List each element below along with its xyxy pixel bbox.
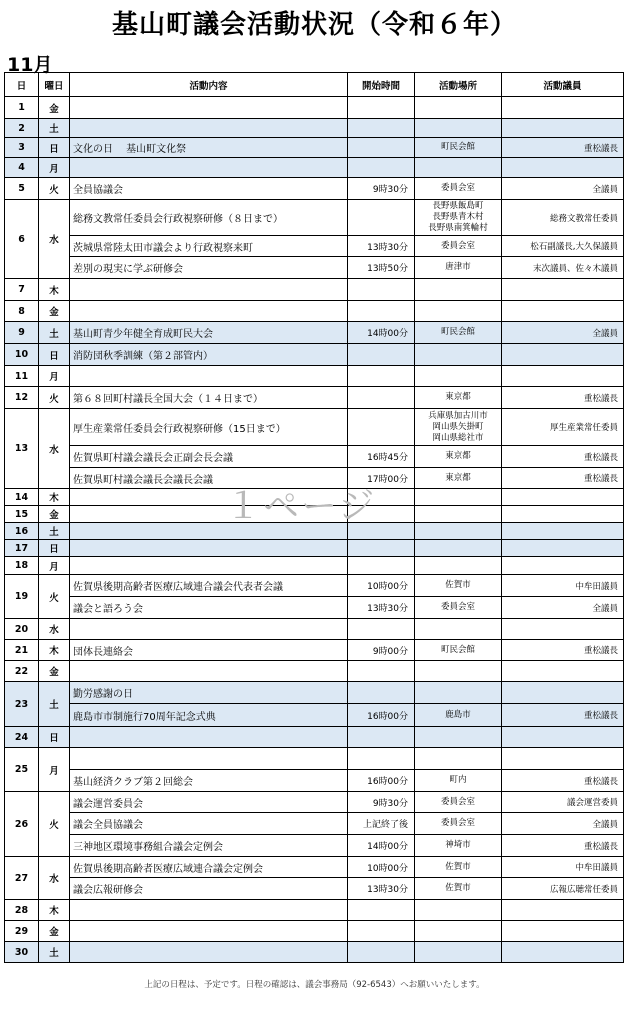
time-cell xyxy=(348,921,415,942)
time-cell xyxy=(348,344,415,366)
content-cell: 団体長連絡会 xyxy=(70,640,348,661)
time-cell: 16時00分 xyxy=(348,770,415,792)
table-row xyxy=(5,661,624,682)
table-row xyxy=(5,575,624,597)
content-cell: 消防団秋季訓練（第２部管内） xyxy=(70,344,348,366)
member-cell: 議会運営委員 xyxy=(502,792,624,813)
time-cell xyxy=(348,301,415,322)
table-row xyxy=(5,900,624,921)
content-cell xyxy=(70,942,348,963)
time-cell: 9時30分 xyxy=(348,792,415,813)
weekday-cell: 金 xyxy=(39,506,70,523)
day-cell: 16 xyxy=(5,523,39,540)
member-cell: 全議員 xyxy=(502,813,624,835)
day-cell: 19 xyxy=(5,575,39,619)
time-cell: 16時45分 xyxy=(348,446,415,468)
content-cell: 基山経済クラブ第２回総会 xyxy=(70,770,348,792)
member-cell xyxy=(502,489,624,506)
member-cell: 全議員 xyxy=(502,597,624,619)
time-cell: 17時00分 xyxy=(348,468,415,489)
member-cell xyxy=(502,301,624,322)
weekday-cell: 火 xyxy=(39,387,70,409)
day-cell: 20 xyxy=(5,619,39,640)
weekday-cell: 水 xyxy=(39,409,70,489)
day-cell: 29 xyxy=(5,921,39,942)
time-cell: 上記終了後 xyxy=(348,813,415,835)
time-cell: 13時30分 xyxy=(348,878,415,900)
table-row xyxy=(5,921,624,942)
day-cell: 11 xyxy=(5,366,39,387)
table-row xyxy=(5,619,624,640)
day-cell: 4 xyxy=(5,158,39,178)
weekday-cell: 金 xyxy=(39,97,70,119)
table-row xyxy=(5,878,624,900)
member-cell: 中牟田議員 xyxy=(502,575,624,597)
time-cell xyxy=(348,900,415,921)
time-cell xyxy=(348,97,415,119)
time-cell: 14時00分 xyxy=(348,322,415,344)
place-cell: 佐賀市 xyxy=(415,857,502,878)
time-cell: 10時00分 xyxy=(348,857,415,878)
footer-note: 上記の日程は、予定です。日程の確認は、議会事務局（92-6543）へお願いいたします。 xyxy=(144,980,485,990)
place-cell xyxy=(415,942,502,963)
weekday-cell: 土 xyxy=(39,119,70,138)
place-cell: 東京都 xyxy=(415,446,502,468)
day-cell: 8 xyxy=(5,301,39,322)
place-cell xyxy=(415,557,502,575)
header-member: 活動議員 xyxy=(502,73,624,97)
content-cell: 勤労感謝の日 xyxy=(70,682,348,704)
place-cell: 委員会室 xyxy=(415,178,502,200)
member-cell xyxy=(502,344,624,366)
place-cell xyxy=(415,97,502,119)
table-row xyxy=(5,640,624,661)
table-row xyxy=(5,387,624,409)
weekday-cell: 土 xyxy=(39,682,70,727)
weekday-cell: 金 xyxy=(39,301,70,322)
time-cell xyxy=(348,557,415,575)
content-cell: 鹿島市市制施行70周年記念式典 xyxy=(70,704,348,727)
time-cell: 10時00分 xyxy=(348,575,415,597)
day-cell: 12 xyxy=(5,387,39,409)
place-cell xyxy=(415,540,502,557)
day-cell: 13 xyxy=(5,409,39,489)
table-row xyxy=(5,322,624,344)
time-cell: 13時30分 xyxy=(348,236,415,257)
weekday-cell: 水 xyxy=(39,200,70,279)
member-cell: 厚生産業常任委員 xyxy=(502,409,624,446)
content-cell xyxy=(70,97,348,119)
content-cell: 総務文教常任委員会行政視察研修（８日まで） xyxy=(70,200,348,236)
content-cell: 茨城県常陸太田市議会より行政視察来町 xyxy=(70,236,348,257)
table-row xyxy=(5,138,624,158)
content-cell: 議会全員協議会 xyxy=(70,813,348,835)
member-cell: 重松議長 xyxy=(502,138,624,158)
day-cell: 27 xyxy=(5,857,39,900)
weekday-cell: 土 xyxy=(39,942,70,963)
content-cell xyxy=(70,619,348,640)
weekday-cell: 月 xyxy=(39,158,70,178)
time-cell: 14時00分 xyxy=(348,835,415,857)
day-cell: 1 xyxy=(5,97,39,119)
weekday-cell: 月 xyxy=(39,366,70,387)
place-cell xyxy=(415,619,502,640)
time-cell xyxy=(348,200,415,236)
content-cell xyxy=(70,557,348,575)
content-cell: 厚生産業常任委員会行政視察研修（15日まで） xyxy=(70,409,348,446)
content-cell xyxy=(70,661,348,682)
member-cell: 重松議長 xyxy=(502,468,624,489)
place-cell xyxy=(415,158,502,178)
member-cell: 重松議長 xyxy=(502,835,624,857)
time-cell: 13時50分 xyxy=(348,257,415,279)
member-cell xyxy=(502,727,624,748)
content-cell: 議会広報研修会 xyxy=(70,878,348,900)
table-row xyxy=(5,236,624,257)
weekday-cell: 金 xyxy=(39,921,70,942)
place-cell: 委員会室 xyxy=(415,236,502,257)
table-row xyxy=(5,557,624,575)
place-cell: 東京都 xyxy=(415,468,502,489)
member-cell xyxy=(502,557,624,575)
place-cell xyxy=(415,506,502,523)
content-cell: 第６８回町村議長全国大会（１４日まで） xyxy=(70,387,348,409)
member-cell: 重松議長 xyxy=(502,387,624,409)
day-cell: 17 xyxy=(5,540,39,557)
weekday-cell: 月 xyxy=(39,557,70,575)
table-header-row xyxy=(5,73,624,97)
member-cell xyxy=(502,523,624,540)
day-cell: 9 xyxy=(5,322,39,344)
content-cell: 佐賀県後期高齢者医療広域連合議会代表者会議 xyxy=(70,575,348,597)
member-cell xyxy=(502,97,624,119)
member-cell: 重松議長 xyxy=(502,640,624,661)
table-row xyxy=(5,178,624,200)
table-row xyxy=(5,344,624,366)
weekday-cell: 日 xyxy=(39,138,70,158)
table-row xyxy=(5,119,624,138)
member-cell xyxy=(502,119,624,138)
member-cell xyxy=(502,942,624,963)
content-cell xyxy=(70,279,348,301)
table-row xyxy=(5,257,624,279)
table-row xyxy=(5,301,624,322)
time-cell xyxy=(348,119,415,138)
place-cell: 町民会館 xyxy=(415,138,502,158)
time-cell xyxy=(348,942,415,963)
month-label: 11月 xyxy=(7,54,53,76)
time-cell: 13時30分 xyxy=(348,597,415,619)
weekday-cell: 木 xyxy=(39,279,70,301)
weekday-cell: 月 xyxy=(39,748,70,792)
content-cell xyxy=(70,921,348,942)
page-watermark: １ページ xyxy=(225,486,377,527)
content-cell: 差別の現実に学ぶ研修会 xyxy=(70,257,348,279)
content-cell xyxy=(70,158,348,178)
table-row xyxy=(5,813,624,835)
table-row xyxy=(5,748,624,770)
table-row xyxy=(5,857,624,878)
header-day: 日 xyxy=(5,73,39,97)
weekday-cell: 日 xyxy=(39,540,70,557)
place-cell xyxy=(415,279,502,301)
weekday-cell: 土 xyxy=(39,523,70,540)
content-cell xyxy=(70,366,348,387)
table-row xyxy=(5,704,624,727)
day-cell: 25 xyxy=(5,748,39,792)
header-weekday: 曜日 xyxy=(39,73,70,97)
day-cell: 24 xyxy=(5,727,39,748)
page-title: 基山町議会活動状況（令和６年） xyxy=(111,10,517,40)
content-cell xyxy=(70,748,348,770)
time-cell xyxy=(348,366,415,387)
table-row xyxy=(5,770,624,792)
table-row xyxy=(5,158,624,178)
time-cell: 9時00分 xyxy=(348,640,415,661)
time-cell xyxy=(348,158,415,178)
table-body xyxy=(5,97,624,963)
time-cell xyxy=(348,540,415,557)
place-cell: 唐津市 xyxy=(415,257,502,279)
member-cell xyxy=(502,540,624,557)
content-cell xyxy=(70,119,348,138)
member-cell: 全議員 xyxy=(502,322,624,344)
place-cell xyxy=(415,119,502,138)
member-cell xyxy=(502,279,624,301)
content-cell xyxy=(70,900,348,921)
header-content: 活動内容 xyxy=(70,73,348,97)
place-cell: 佐賀市 xyxy=(415,878,502,900)
day-cell: 28 xyxy=(5,900,39,921)
time-cell xyxy=(348,727,415,748)
place-cell xyxy=(415,682,502,704)
time-cell xyxy=(348,409,415,446)
weekday-cell: 火 xyxy=(39,178,70,200)
day-cell: 15 xyxy=(5,506,39,523)
place-cell: 委員会室 xyxy=(415,792,502,813)
table-row xyxy=(5,366,624,387)
weekday-cell: 木 xyxy=(39,640,70,661)
member-cell xyxy=(502,661,624,682)
place-cell xyxy=(415,900,502,921)
place-cell xyxy=(415,489,502,506)
table-row xyxy=(5,409,624,446)
content-cell xyxy=(70,727,348,748)
content-cell: 議会運営委員会 xyxy=(70,792,348,813)
place-cell: 鹿島市 xyxy=(415,704,502,727)
header-place: 活動場所 xyxy=(415,73,502,97)
place-cell: 長野県飯島町 長野県青木村 長野県南箕輪村 xyxy=(415,200,502,236)
place-cell xyxy=(415,301,502,322)
member-cell xyxy=(502,921,624,942)
place-cell: 委員会室 xyxy=(415,813,502,835)
place-cell: 兵庫県加古川市 岡山県矢掛町 岡山県総社市 xyxy=(415,409,502,446)
day-cell: 3 xyxy=(5,138,39,158)
day-cell: 21 xyxy=(5,640,39,661)
day-cell: 26 xyxy=(5,792,39,857)
day-cell: 18 xyxy=(5,557,39,575)
weekday-cell: 日 xyxy=(39,344,70,366)
time-cell: 16時00分 xyxy=(348,704,415,727)
weekday-cell: 土 xyxy=(39,322,70,344)
table-row xyxy=(5,446,624,468)
time-cell xyxy=(348,682,415,704)
member-cell: 中牟田議員 xyxy=(502,857,624,878)
place-cell: 東京都 xyxy=(415,387,502,409)
place-cell: 町内 xyxy=(415,770,502,792)
table-row xyxy=(5,597,624,619)
member-cell: 重松議長 xyxy=(502,770,624,792)
table-row xyxy=(5,682,624,704)
member-cell: 総務文教常任委員 xyxy=(502,200,624,236)
table-row xyxy=(5,97,624,119)
day-cell: 5 xyxy=(5,178,39,200)
content-cell: 佐賀県町村議会議長会正副会長会議 xyxy=(70,446,348,468)
weekday-cell: 火 xyxy=(39,792,70,857)
place-cell: 神埼市 xyxy=(415,835,502,857)
day-cell: 6 xyxy=(5,200,39,279)
member-cell xyxy=(502,158,624,178)
member-cell xyxy=(502,682,624,704)
weekday-cell: 水 xyxy=(39,619,70,640)
time-cell xyxy=(348,619,415,640)
member-cell: 全議員 xyxy=(502,178,624,200)
place-cell xyxy=(415,661,502,682)
member-cell xyxy=(502,366,624,387)
content-cell: 基山町青少年健全育成町民大会 xyxy=(70,322,348,344)
content-cell: 全員協議会 xyxy=(70,178,348,200)
content-cell xyxy=(70,540,348,557)
place-cell xyxy=(415,727,502,748)
place-cell xyxy=(415,921,502,942)
content-cell: 佐賀県後期高齢者医療広域連合議会定例会 xyxy=(70,857,348,878)
time-cell xyxy=(348,661,415,682)
weekday-cell: 火 xyxy=(39,575,70,619)
day-cell: 30 xyxy=(5,942,39,963)
place-cell: 町民会館 xyxy=(415,322,502,344)
place-cell xyxy=(415,366,502,387)
place-cell: 委員会室 xyxy=(415,597,502,619)
place-cell xyxy=(415,748,502,770)
day-cell: 7 xyxy=(5,279,39,301)
table-row xyxy=(5,835,624,857)
place-cell: 町民会館 xyxy=(415,640,502,661)
table-row xyxy=(5,727,624,748)
member-cell xyxy=(502,748,624,770)
weekday-cell: 木 xyxy=(39,900,70,921)
place-cell xyxy=(415,523,502,540)
day-cell: 10 xyxy=(5,344,39,366)
day-cell: 14 xyxy=(5,489,39,506)
table-row xyxy=(5,200,624,236)
time-cell xyxy=(348,387,415,409)
member-cell xyxy=(502,506,624,523)
content-cell: 佐賀県町村議会議長会議長会議 xyxy=(70,468,348,489)
weekday-cell: 日 xyxy=(39,727,70,748)
table-row xyxy=(5,792,624,813)
member-cell: 末次議員、佐々木議員 xyxy=(502,257,624,279)
table-row xyxy=(5,279,624,301)
content-cell: 議会と語ろう会 xyxy=(70,597,348,619)
weekday-cell: 金 xyxy=(39,661,70,682)
weekday-cell: 水 xyxy=(39,857,70,900)
header-time: 開始時間 xyxy=(348,73,415,97)
place-cell xyxy=(415,344,502,366)
time-cell: 9時30分 xyxy=(348,178,415,200)
time-cell xyxy=(348,748,415,770)
member-cell xyxy=(502,900,624,921)
member-cell: 松石副議長,大久保議員 xyxy=(502,236,624,257)
place-cell: 佐賀市 xyxy=(415,575,502,597)
member-cell: 重松議長 xyxy=(502,446,624,468)
member-cell: 重松議長 xyxy=(502,704,624,727)
content-cell: 三神地区環境事務組合議会定例会 xyxy=(70,835,348,857)
day-cell: 2 xyxy=(5,119,39,138)
day-cell: 23 xyxy=(5,682,39,727)
time-cell xyxy=(348,279,415,301)
time-cell xyxy=(348,138,415,158)
member-cell xyxy=(502,619,624,640)
table-row xyxy=(5,540,624,557)
weekday-cell: 木 xyxy=(39,489,70,506)
table-row xyxy=(5,942,624,963)
day-cell: 22 xyxy=(5,661,39,682)
content-cell: 文化の日 基山町文化祭 xyxy=(70,138,348,158)
content-cell xyxy=(70,301,348,322)
member-cell: 広報広聴常任委員 xyxy=(502,878,624,900)
